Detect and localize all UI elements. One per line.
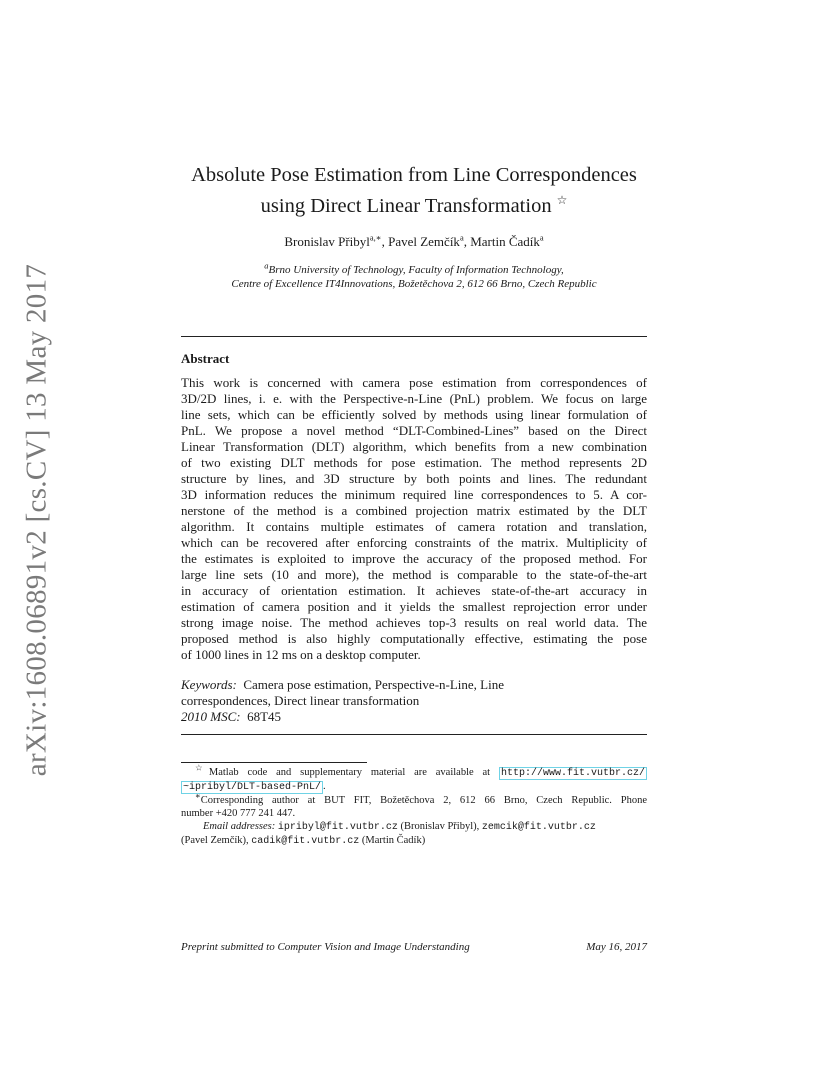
abstract-line: nerstone of the method is a combined projection matrix estimated by the DLT <box>181 503 647 518</box>
top-rule <box>181 336 647 337</box>
abstract-line: line sets, which can be efficiently solved by methods using linear formulation of <box>181 407 647 422</box>
affiliation-line-1: Brno University of Technology, Faculty of Information Technology, <box>268 264 564 276</box>
title-footnote-star-icon: ☆ <box>556 193 568 207</box>
abstract-line: algorithm. It contains multiple estimates of camera rotation and translation, <box>181 519 647 534</box>
abstract-line: Linear Transformation (DLT) algorithm, which benefits from a new combination <box>181 439 647 454</box>
abstract-body <box>181 375 647 663</box>
email-link[interactable]: cadik@fit.vutbr.cz <box>251 836 360 847</box>
arxiv-identifier: arXiv:1608.06891v2 [cs.CV] 13 May 2017 <box>20 263 53 777</box>
submission-date: May 16, 2017 <box>586 941 647 953</box>
author-name: Martin Čadík <box>470 234 540 249</box>
author-affiliation-mark: a,∗ <box>369 232 382 243</box>
supplementary-url-link-cont[interactable]: ~ipribyl/DLT-based-PnL/ <box>183 782 322 793</box>
paper-title <box>150 163 678 219</box>
author-name: Bronislav Přibyl <box>284 234 370 249</box>
url-end: . <box>323 781 326 792</box>
abstract-line: strong image noise. The method achieves top-3 results on real world data. The <box>181 615 647 630</box>
corresponding-author-line-2: number +420 777 241 447. <box>181 808 296 819</box>
star-footnote-icon: ☆ <box>195 762 209 773</box>
keywords-line-1: Camera pose estimation, Perspective-n-Line, Line <box>243 677 504 692</box>
abstract-line: of two existing DLT methods for pose estimation. The method represents 2D <box>181 455 647 470</box>
abstract-line: which can be recovered after enforcing constraints of the matrix. Multiplicity of <box>181 535 647 550</box>
abstract-line: large line sets (10 and more), the method is comparable to the state-of-the-art <box>181 567 647 582</box>
supplementary-url-link[interactable]: http://www.fit.vutbr.cz/ <box>500 768 645 779</box>
keywords-line-2: correspondences, Direct linear transformation <box>181 693 420 708</box>
email-owner: (Pavel Zemčík), <box>181 835 249 846</box>
email-owner: (Martin Čadík) <box>361 835 426 846</box>
email-link[interactable]: ipribyl@fit.vutbr.cz <box>277 822 398 833</box>
msc-value: 68T45 <box>247 709 282 724</box>
abstract-heading: Abstract <box>181 351 230 366</box>
keywords-block <box>181 677 647 725</box>
abstract-line: proposed method is also highly computationally effective, estimating the pose <box>181 631 647 646</box>
affiliation <box>150 260 678 291</box>
author-name: Pavel Zemčík <box>388 234 460 249</box>
star-footnote-text: Matlab code and supplementary material are available at <box>208 767 491 778</box>
abstract-line: 3D information reduces the minimum required line correspondences to 5. A cor- <box>181 487 647 502</box>
corresponding-author-mark: ∗ <box>195 790 201 801</box>
author-list: Bronislav Přibyl$^{a,∗}$, Pavel Zemčík$^a$, Martin Čadík$^a$ <box>284 232 544 249</box>
title-line-2: using Direct Linear Transformation <box>260 194 552 217</box>
email-label: Email addresses: <box>203 821 276 832</box>
abstract-line: estimation of camera position and it yields the smallest reprojection error under <box>181 599 647 614</box>
affiliation-mark: a <box>264 260 269 271</box>
bottom-rule <box>181 734 647 735</box>
email-owner: (Bronislav Přibyl), <box>400 821 480 832</box>
author-affiliation-mark: a <box>539 232 544 243</box>
msc-label: 2010 MSC: <box>181 709 241 724</box>
abstract-line: This work is concerned with camera pose estimation from correspondences of <box>181 375 647 390</box>
abstract-line: the estimates is exploited to improve the accuracy of the proposed method. For <box>181 551 647 566</box>
corresponding-author-line-1: Corresponding author at BUT FIT, Božetěchova 2, 612 66 Brno, Czech Republic. Phone <box>200 795 647 806</box>
email-link[interactable]: zemcik@fit.vutbr.cz <box>481 822 596 833</box>
title-line-1: Absolute Pose Estimation from Line Correspondences <box>191 164 637 186</box>
keywords-label: Keywords: <box>181 677 237 692</box>
abstract-line: structure by lines, and 3D structure by both points and lines. The redundant <box>181 471 647 486</box>
abstract-line: 3D/2D lines, i. e. with the Perspective-n-Line (PnL) problem. We focus on large <box>181 391 647 406</box>
abstract-line: in accuracy of orientation estimation. It achieves state-of-the-art accuracy in <box>181 583 647 598</box>
footnotes <box>181 762 647 848</box>
page-footer <box>181 941 647 953</box>
author-affiliation-mark: a <box>459 232 464 243</box>
arxiv-sidebar <box>14 263 60 777</box>
preprint-note: Preprint submitted to Computer Vision and Image Understanding <box>181 941 470 953</box>
abstract-line: of 1000 lines in 12 ms on a desktop computer. <box>181 647 421 662</box>
affiliation-line-2: Centre of Excellence IT4Innovations, Božetěchova 2, 612 66 Brno, Czech Republic <box>231 278 597 290</box>
abstract-line: PnL. We propose a novel method “DLT-Combined-Lines” based on the Direct <box>181 423 647 438</box>
